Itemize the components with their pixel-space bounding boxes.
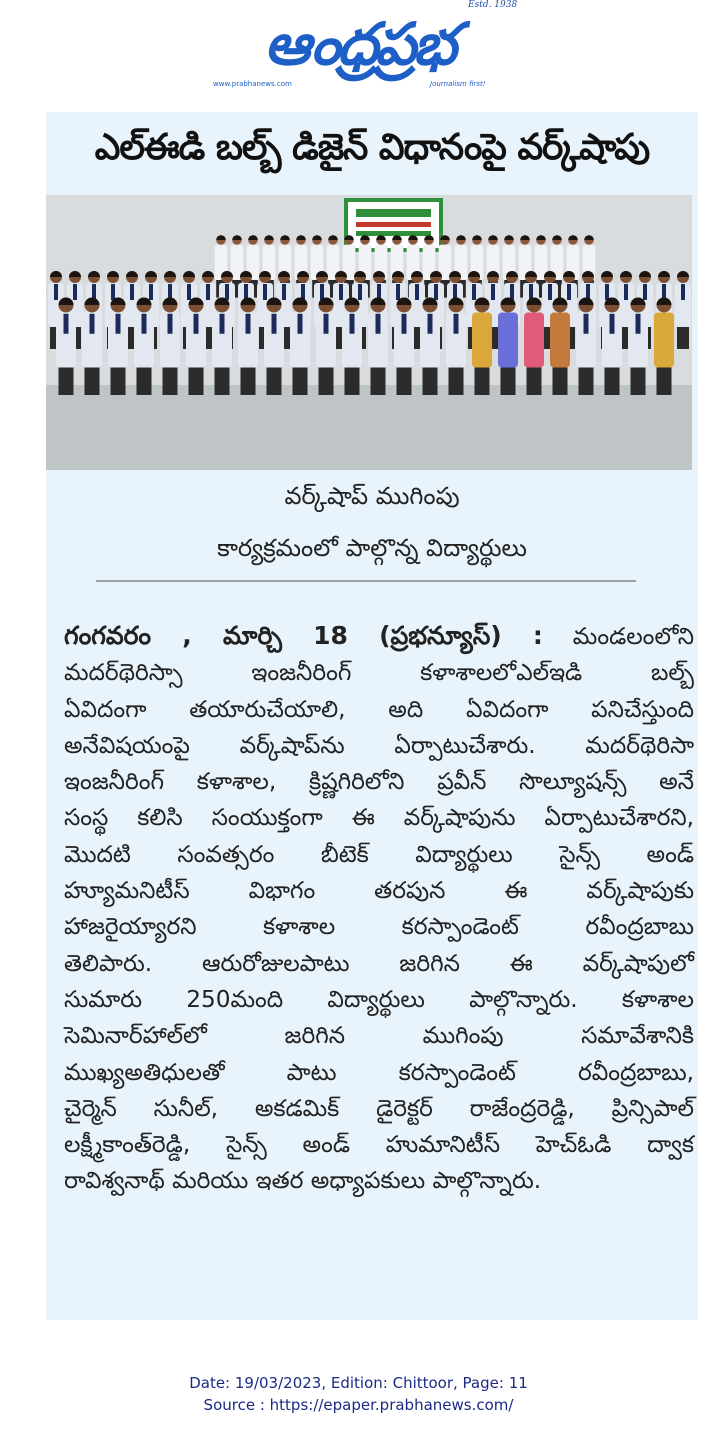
dateline: గంగవరం , మార్చి 18 (ప్రభన్యూస్) : bbox=[64, 621, 543, 650]
body-line: రావిశ్వనాథ్ మరియు ఇతర అధ్యాపకులు పాల్గొన్నారు. bbox=[64, 1167, 542, 1195]
body-line: ఇంజనీరింగ్ కళాశాల, క్రిష్ణగిరిలోని ప్రవీన్ సొల్యూషన్స్ అనే bbox=[64, 768, 694, 796]
masthead bbox=[0, 0, 717, 100]
group-photo-illustration bbox=[46, 195, 692, 470]
body-line: చైర్మెన్ సునీల్, అకడమిక్ డైరెక్టర్ రాజేంద్రరెడ్డి, ప్రిన్సిపాల్ bbox=[64, 1094, 694, 1122]
estd-label: Estd. 1938 bbox=[468, 0, 518, 10]
body-line-1 bbox=[64, 618, 694, 655]
body-line: తెలిపారు. ఆరురోజులపాటు జరిగిన ఈ వర్క్‌షాపులో bbox=[64, 949, 694, 977]
footer-source-link[interactable]: Source : https://epaper.prabhanews.com/ bbox=[203, 1396, 514, 1414]
article-headline: ఎల్ఈడి బల్బ్ డిజైన్ విధానంపై వర్క్‌షాపు bbox=[94, 127, 650, 168]
body-line: అనేవిషయంపై వర్క్‌షాప్‌ను ఏర్పాటుచేశారు. మదర్‌థెరిసా bbox=[64, 731, 694, 759]
body-line: మదర్‌థెరిస్సా ఇంజనీరింగ్ కళాశాలలోఎల్ఇడి బల్బ్ bbox=[64, 659, 694, 687]
article-body bbox=[64, 618, 694, 1200]
site-url[interactable]: www.prabhanews.com bbox=[213, 80, 292, 88]
body-line: హ్యూమనిటీస్ విభాగం తరపున ఈ వర్క్‌షాపుకు bbox=[64, 877, 694, 905]
body-line-1-text: మండలంలోని bbox=[542, 623, 694, 650]
body-line: ముఖ్యఅతిధులతో పాటు కరస్పాండెంట్ రవీంద్రబాబు, bbox=[64, 1058, 694, 1086]
article-clipping bbox=[46, 112, 698, 1320]
photo-ground bbox=[46, 385, 692, 470]
body-line: సెమినార్‌హాల్‌లో జరిగిన ముగింపు సమావేశానికి bbox=[64, 1022, 694, 1050]
photo-caption-line-2: కార్యక్రమంలో పాల్గొన్న విద్యార్థులు bbox=[217, 534, 527, 562]
newspaper-logo[interactable] bbox=[210, 8, 508, 80]
body-line: సుమారు 250మంది విద్యార్థులు పాల్గొన్నారు. కళాశాల bbox=[64, 985, 694, 1013]
body-line: హాజరైయ్యారని కళాశాల కరస్పాండెంట్ రవీంద్రబాబు bbox=[64, 913, 694, 941]
footer-edition-info: Date: 19/03/2023, Edition: Chittoor, Page: 11 bbox=[189, 1374, 528, 1392]
group-photo bbox=[46, 195, 692, 470]
photo-caption-line-1: వర్క్‌షాప్ ముగింపు bbox=[284, 482, 460, 510]
caption-divider bbox=[96, 580, 636, 582]
body-line: లక్ష్మీకాంత్‌రెడ్డి, సైన్స్ అండ్ హుమానిటీస్ హెచ్ఓడి ద్వాక bbox=[64, 1131, 694, 1159]
body-line: ఏవిదంగా తయారుచేయాలి, అది ఏవిదంగా పనిచేస్తుంది bbox=[64, 695, 694, 723]
body-line: మొదటి సంవత్సరం బీటెక్ విద్యార్థులు సైన్స్ అండ్ bbox=[64, 840, 694, 868]
logo-text: ఆంధ్రప్రభ bbox=[264, 10, 454, 78]
body-line: సంస్థ కలిసి సంయుక్తంగా ఈ వర్క్‌షాపును ఏర్పాటుచేశారని, bbox=[64, 804, 694, 832]
tagline: Journalism first! bbox=[430, 80, 486, 88]
